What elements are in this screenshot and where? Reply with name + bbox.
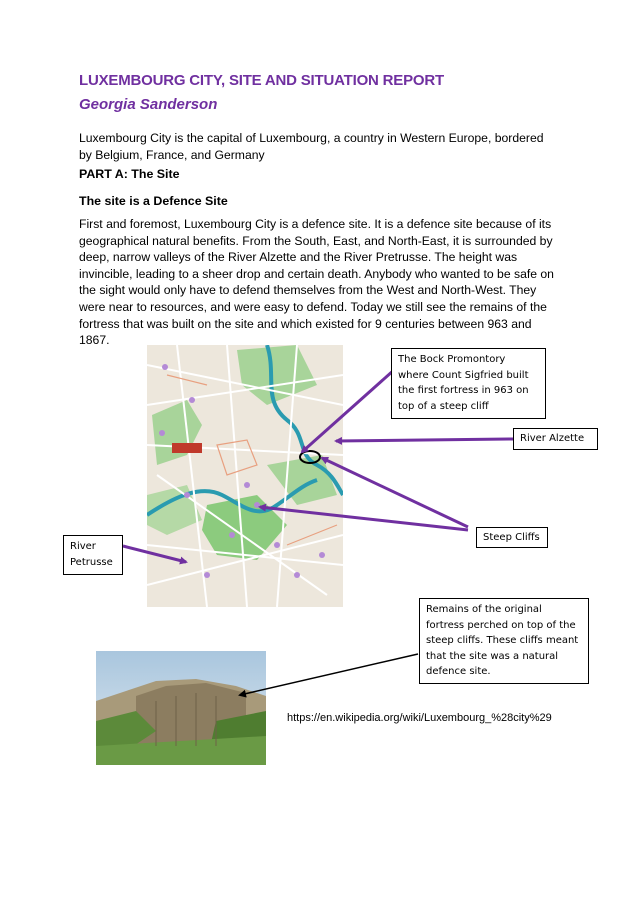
callout-river-alzette: River Alzette <box>513 428 598 450</box>
callout-fortress-remains: Remains of the original fortress perched on top of the steep cliffs. These cliffs meant that the site was a natural defence site. <box>419 598 589 684</box>
callout-river-petrusse: River Petrusse <box>63 535 123 575</box>
part-heading: PART A: The Site <box>79 167 180 181</box>
document-title: LUXEMBOURG CITY, SITE AND SITUATION REPORT <box>79 72 444 89</box>
section-heading: The site is a Defence Site <box>79 194 228 208</box>
arrow-remains <box>240 654 418 695</box>
callout-bock-promontory: The Bock Promontory where Count Sigfried built the first fortress in 963 on top of a steep cliff <box>391 348 546 419</box>
source-link[interactable]: https://en.wikipedia.org/wiki/Luxembourg_%28city%29 <box>287 712 552 724</box>
callout-steep-cliffs: Steep Cliffs <box>476 527 548 548</box>
arrow-cliffs-2 <box>260 507 468 530</box>
intro-paragraph: Luxembourg City is the capital of Luxembourg, a country in Western Europe, bordered by Belgium, France, and Germany <box>79 131 544 162</box>
author-name: Georgia Sanderson <box>79 96 218 113</box>
arrow-petrusse <box>123 546 186 562</box>
arrow-alzette <box>336 439 513 441</box>
body-paragraph: First and foremost, Luxembourg City is a defence site. It is a defence site because of its geographical natural benefits. From the South, East, and North-East, it is surrounded by deep, narrow valleys of the River Alzette and the River Pretrusse. The height was invincible, leading to a sheer drop and certain death. Anybody who wanted to be safe on the sight would only have to defend themselves from the West and North-West. They were near to resources, and were easy to defend. Today we still see the remains of the fortress that was built on the site and which existed for 9 centuries between 963 and 1867. <box>79 217 554 348</box>
